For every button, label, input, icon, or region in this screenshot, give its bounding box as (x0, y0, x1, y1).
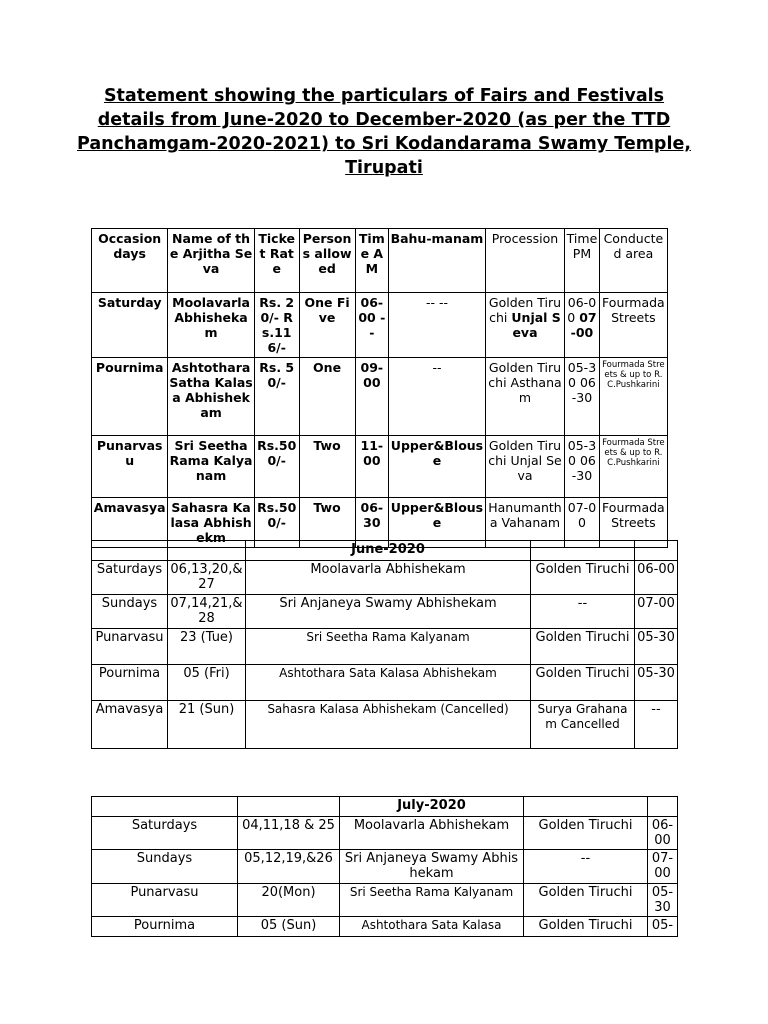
time-cell: 06-00 (635, 561, 678, 595)
page-title: Statement showing the particulars of Fairs and Festivals details from June-2020 to December-2020 (as per the TTD Panchamgam-2020-2021) to Sri Kodandarama Swamy Temple, Tirupati (77, 86, 691, 178)
day-cell: Punarvasu (92, 884, 238, 917)
time-am-cell: 06-30 (355, 498, 389, 548)
table-row (92, 884, 678, 917)
dates-cell: 23 (Tue) (168, 629, 246, 665)
vahanam-cell: Golden Tiruchi (531, 629, 635, 665)
time-am-cell: 06-00 -- (355, 293, 389, 358)
june-table (91, 540, 678, 749)
seva-header-row (92, 229, 668, 293)
table-row (92, 665, 678, 701)
dates-cell: 20(Mon) (238, 884, 340, 917)
table-row (92, 293, 668, 358)
vahanam-cell: Golden Tiruchi (531, 665, 635, 701)
table-row (92, 817, 678, 850)
month-label: June-2020 (246, 541, 531, 561)
seva-table (91, 228, 668, 548)
header-occasion: Occasion days (92, 229, 168, 293)
seva-cell: Moolavarla Abhishekam (246, 561, 531, 595)
month-header-row (92, 797, 678, 817)
blank-cell (238, 797, 340, 817)
time-cell: 06-00 (648, 817, 678, 850)
time-pm-text: 06-00 (567, 295, 597, 325)
vahanam-cell: Surya Grahanam Cancelled (531, 701, 635, 749)
time-cell: 07-00 (648, 850, 678, 884)
dates-cell: 05 (Fri) (168, 665, 246, 701)
vahanam-cell: Golden Tiruchi (524, 817, 648, 850)
time-am-cell: 09-00 (355, 358, 389, 436)
dates-cell: 04,11,18 & 25 (238, 817, 340, 850)
vahanam-cell: -- (531, 595, 635, 629)
dates-cell: 07,14,21,& 28 (168, 595, 246, 629)
occasion-cell: Pournima (92, 358, 168, 436)
table-row (92, 701, 678, 749)
vahanam-cell: Golden Tiruchi (524, 917, 648, 937)
procession-cell: Golden Tiruchi Unjal Seva (485, 436, 564, 498)
time-cell: -- (635, 701, 678, 749)
ticket-cell: Rs.500/- (254, 498, 299, 548)
seva-cell: Sri Anjaneya Swamy Abhishekam (340, 850, 524, 884)
seva-name-cell: Ashtothara Satha Kalasa Abhishekam (168, 358, 255, 436)
table-row (92, 358, 668, 436)
header-ticket: Ticket Rate (254, 229, 299, 293)
bahumanam-cell: -- -- (389, 293, 486, 358)
time-pm-cell (565, 293, 600, 358)
vahanam-cell: Golden Tiruchi (524, 884, 648, 917)
time-pm-text-bold: 07-00 (570, 310, 597, 340)
day-cell: Pournima (92, 917, 238, 937)
seva-cell: Ashtothara Sata Kalasa Abhishekam (246, 665, 531, 701)
occasion-cell: Punarvasu (92, 436, 168, 498)
table-row (92, 850, 678, 884)
procession-cell: Golden Tiruchi Asthanam (485, 358, 564, 436)
header-bahumanam: Bahu-manam (389, 229, 486, 293)
day-cell: Amavasya (92, 701, 168, 749)
time-pm-cell: 05-30 06-30 (565, 436, 600, 498)
blank-cell (531, 541, 635, 561)
conducted-cell: Fourmada Streets & up to R.C.Pushkarini (599, 358, 667, 436)
time-pm-cell: 07-00 (565, 498, 600, 548)
bahumanam-cell: Upper&Blouse (389, 498, 486, 548)
day-cell: Sundays (92, 850, 238, 884)
time-cell: 05-30 (648, 884, 678, 917)
persons-cell: One (299, 358, 355, 436)
header-conducted: Conducted area (599, 229, 667, 293)
time-cell: 05-30 (635, 665, 678, 701)
table-row (92, 561, 678, 595)
blank-cell (524, 797, 648, 817)
seva-name-cell: Moolavarla Abhishekam (168, 293, 255, 358)
table-row (92, 917, 678, 937)
day-cell: Punarvasu (92, 629, 168, 665)
header-time-am: Time AM (355, 229, 389, 293)
table-row (92, 436, 668, 498)
blank-cell (635, 541, 678, 561)
time-am-cell: 11-00 (355, 436, 389, 498)
persons-cell: Two (299, 436, 355, 498)
header-time-pm: Time PM (565, 229, 600, 293)
blank-cell (168, 541, 246, 561)
ticket-cell: Rs.500/- (254, 436, 299, 498)
procession-cell (485, 293, 564, 358)
persons-cell: One Five (299, 293, 355, 358)
blank-cell (92, 797, 238, 817)
dates-cell: 05 (Sun) (238, 917, 340, 937)
seva-name-cell: Sahasra Kalasa Abhishekm (168, 498, 255, 548)
day-cell: Saturdays (92, 817, 238, 850)
dates-cell: 21 (Sun) (168, 701, 246, 749)
blank-cell (648, 797, 678, 817)
seva-cell: Ashtothara Sata Kalasa (340, 917, 524, 937)
seva-cell: Sri Seetha Rama Kalyanam (340, 884, 524, 917)
vahanam-cell: Golden Tiruchi (531, 561, 635, 595)
header-name: Name of the Arjitha Seva (168, 229, 255, 293)
header-procession: Procession (485, 229, 564, 293)
header-persons: Persons allowed (299, 229, 355, 293)
conducted-cell: Fourmada Streets & up to R.C.Pushkarini (599, 436, 667, 498)
time-cell: 07-00 (635, 595, 678, 629)
seva-cell: Sri Seetha Rama Kalyanam (246, 629, 531, 665)
dates-cell: 05,12,19,&26 (238, 850, 340, 884)
ticket-cell: Rs. 20/- Rs.116/- (254, 293, 299, 358)
time-cell: 05- (648, 917, 678, 937)
month-label: July-2020 (340, 797, 524, 817)
table-row (92, 629, 678, 665)
bahumanam-cell: -- (389, 358, 486, 436)
procession-text: Golden Tiruchi (488, 295, 562, 325)
time-pm-cell: 05-30 06-30 (565, 358, 600, 436)
occasion-cell: Amavasya (92, 498, 168, 548)
day-cell: Sundays (92, 595, 168, 629)
month-header-row (92, 541, 678, 561)
vahanam-cell: -- (524, 850, 648, 884)
seva-cell: Sri Anjaneya Swamy Abhishekam (246, 595, 531, 629)
procession-text-bold: Unjal Seva (511, 310, 561, 340)
blank-cell (92, 541, 168, 561)
dates-cell: 06,13,20,& 27 (168, 561, 246, 595)
occasion-cell: Saturday (92, 293, 168, 358)
persons-cell: Two (299, 498, 355, 548)
table-row (92, 595, 678, 629)
seva-cell: Moolavarla Abhishekam (340, 817, 524, 850)
day-cell: Saturdays (92, 561, 168, 595)
seva-name-cell: Sri Seetha Rama Kalyanam (168, 436, 255, 498)
procession-cell: Hanumantha Vahanam (485, 498, 564, 548)
conducted-cell: Fourmada Streets (599, 293, 667, 358)
seva-cell: Sahasra Kalasa Abhishekam (Cancelled) (246, 701, 531, 749)
day-cell: Pournima (92, 665, 168, 701)
time-cell: 05-30 (635, 629, 678, 665)
conducted-cell: Fourmada Streets (599, 498, 667, 548)
bahumanam-cell: Upper&Blouse (389, 436, 486, 498)
ticket-cell: Rs. 50/- (254, 358, 299, 436)
july-table (91, 796, 678, 937)
